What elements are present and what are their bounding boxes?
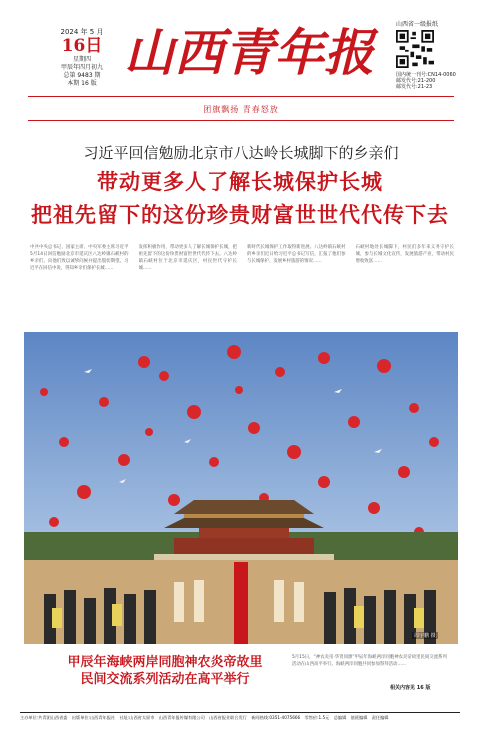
divider [28,96,454,97]
lunar-date: 甲辰年四月初九 [60,64,103,71]
calligraphy-logo-icon [118,20,380,84]
body-column: 新时代长城保护工作取得新进展。八达岭镇石峡村的乡亲们近日给习近平总书记写信，汇报了他们参与长城保护、发展乡村旅游的情况…… [247,245,346,264]
bottom-summary: 5月15日，“神农炎帝·华胄同源”甲辰年海峡两岸同胞神农炎帝故里民间交流系列活动在山西高平举行。海峡两岸同胞共同参加祭拜活动…… [292,655,447,667]
footer [20,715,460,721]
bottom-headline[interactable] [40,654,290,688]
footer-divider [20,712,460,713]
postal-code: 邮发代号:21-200 [396,78,436,84]
body-column: 发挥积极作用，带动更多人了解长城保护长城，把祖先留下的这份珍贵财富世世代代传下去。八达岭镇石峡村位于北京市延庆区，村民世代守护长城…… [138,245,237,271]
lead-headline-line1[interactable]: 带动更多人了解长城保护长城 [97,170,383,194]
footer-item: 值班编辑 [350,715,368,720]
slogan: 团旗飘扬 青春怒放 [203,105,279,114]
footer-item: 责任编辑 [371,715,389,720]
footer-item: 山西省报业联合发行 [209,715,247,720]
lead-kicker[interactable]: 习近平回信勉励北京市八达岭长城脚下的乡亲们 [83,144,399,162]
cn-number: 国内统一刊号:CN14-0060 [396,72,456,78]
page-reference[interactable]: 相关内容见 16 版 [390,685,431,691]
paper-name: 山西青年报 [124,23,374,82]
page-count: 本期 16 版 [67,80,97,87]
divider [28,120,454,121]
body-column: 中共中央总书记、国家主席、中央军委主席习近平5月14日回信勉励北京市延庆区八达岭镇石峡村的乡亲们，向他们致以诚挚问候并提出殷切期望。习近平在回信中说，得知乡亲们保护长城…… [30,245,129,271]
lead-photo[interactable] [24,332,458,644]
ceremony-photo-icon [24,332,458,644]
date-block [52,28,112,88]
publication-info [396,22,462,90]
qr-code-icon[interactable] [396,30,434,68]
weekday: 星期四 [72,56,91,63]
day: 16日 [61,36,103,56]
bottom-headline-line2: 民间交流系列活动在高平举行 [80,672,250,687]
footer-item: 总编辑 [333,715,347,720]
photo-credit: 周宇鹏 摄 [414,633,436,639]
footer-item: 零售价:1.5元 [304,715,330,720]
postal-code-2: 邮发代号:21-23 [396,84,433,90]
footer-item: 主办单位:共青团山西省委 [20,715,68,720]
footer-item: 山西青年报传媒有限公司 [158,715,205,720]
year-month: 2024 年 5 月 [60,28,104,36]
footer-item: 新闻热线:0351-4075666 [251,715,301,720]
top-right-note: 山西省一级报纸 [396,21,439,28]
issue-total: 总第 9483 期 [63,72,101,79]
lead-headline-line2[interactable]: 把祖先留下的这份珍贵财富世世代代传下去 [31,203,449,227]
footer-item: 出版单位:山西青年报社 [71,715,116,720]
body-column: 石峡村地处长城脚下，村民们多年来义务守护长城，参与长城文化宣传，发展旅游产业，带动村民增收致富…… [355,245,454,264]
bottom-headline-line1: 甲辰年海峡两岸同胞神农炎帝故里 [67,655,263,670]
footer-item: 社址:山西省太原市 [119,715,155,720]
newspaper-logo [118,20,380,84]
